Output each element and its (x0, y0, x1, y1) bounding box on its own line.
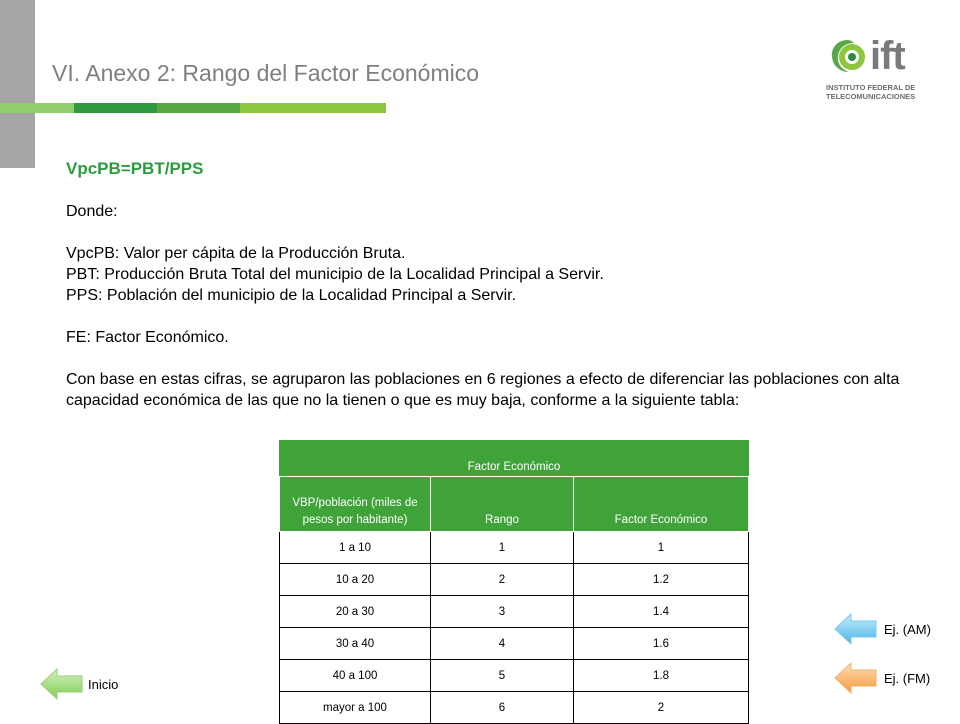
ift-logo-icon (828, 36, 868, 76)
slide-title: VI. Anexo 2: Rango del Factor Económico (52, 60, 480, 86)
formula: VpcPB=PBT/PPS (66, 159, 204, 178)
logo-wordmark: ift (870, 34, 905, 78)
ej-am-button[interactable] (834, 612, 931, 646)
table-row (280, 532, 749, 564)
ift-logo (826, 33, 946, 103)
cell-vbp: 20 a 30 (280, 596, 431, 628)
donde-label: Donde: (66, 203, 118, 220)
cell-factor: 1.4 (574, 596, 749, 628)
slide-body (66, 158, 946, 411)
cell-rango: 1 (431, 532, 574, 564)
definition-vpcpb: VpcPB: Valor per cápita de la Producción Bruta. (66, 245, 406, 262)
arrow-left-icon (40, 667, 84, 701)
inicio-button[interactable] (40, 667, 118, 701)
factor-economico-table (279, 440, 749, 724)
definition-pbt: PBT: Producción Bruta Total del municipio de la Localidad Principal a Servir. (66, 266, 604, 283)
arrow-left-icon (834, 612, 878, 646)
cell-factor: 1.8 (574, 660, 749, 692)
inicio-label: Inicio (88, 676, 119, 692)
cell-vbp: 40 a 100 (280, 660, 431, 692)
cell-vbp: mayor a 100 (280, 692, 431, 724)
title-stripe-2 (74, 103, 157, 113)
cell-factor: 1.2 (574, 564, 749, 596)
cell-rango: 6 (431, 692, 574, 724)
arrow-left-icon (834, 661, 878, 695)
cell-rango: 3 (431, 596, 574, 628)
table-row (280, 692, 749, 724)
definition-fe: FE: Factor Económico. (66, 329, 229, 346)
ej-am-label: Ej. (AM) (884, 621, 931, 637)
explanation-paragraph: Con base en estas cifras, se agruparon las poblaciones en 6 regiones a efecto de diferenciar las poblaciones con alta capacidad económica de las que no la tienen o que es muy baja, conforme a la siguiente tabla: (66, 371, 900, 409)
col-header-factor: Factor Económico (574, 477, 749, 532)
cell-rango: 2 (431, 564, 574, 596)
title-stripe-3 (157, 103, 240, 113)
cell-vbp: 1 a 10 (280, 532, 431, 564)
title-stripe-4 (240, 103, 386, 113)
logo-subtitle-line2: TELECOMUNICACIONES (826, 92, 916, 101)
cell-factor: 2 (574, 692, 749, 724)
col-header-vbp: VBP/población (miles de pesos por habitante) (280, 477, 431, 532)
logo-subtitle-line1: INSTITUTO FEDERAL DE (826, 83, 916, 92)
table-caption: Factor Económico (280, 441, 749, 477)
left-accent-bar (0, 0, 35, 168)
cell-factor: 1.6 (574, 628, 749, 660)
cell-rango: 4 (431, 628, 574, 660)
logo-subtitle (826, 83, 915, 101)
definition-pps: PPS: Población del municipio de la Localidad Principal a Servir. (66, 287, 517, 304)
table-row (280, 596, 749, 628)
cell-vbp: 10 a 20 (280, 564, 431, 596)
ej-fm-button[interactable] (834, 661, 930, 695)
col-header-rango: Rango (431, 477, 574, 532)
title-stripe-1 (0, 103, 74, 113)
cell-factor: 1 (574, 532, 749, 564)
table-row (280, 564, 749, 596)
cell-vbp: 30 a 40 (280, 628, 431, 660)
ej-fm-label: Ej. (FM) (884, 670, 931, 686)
table-row (280, 660, 749, 692)
cell-rango: 5 (431, 660, 574, 692)
table-row (280, 628, 749, 660)
